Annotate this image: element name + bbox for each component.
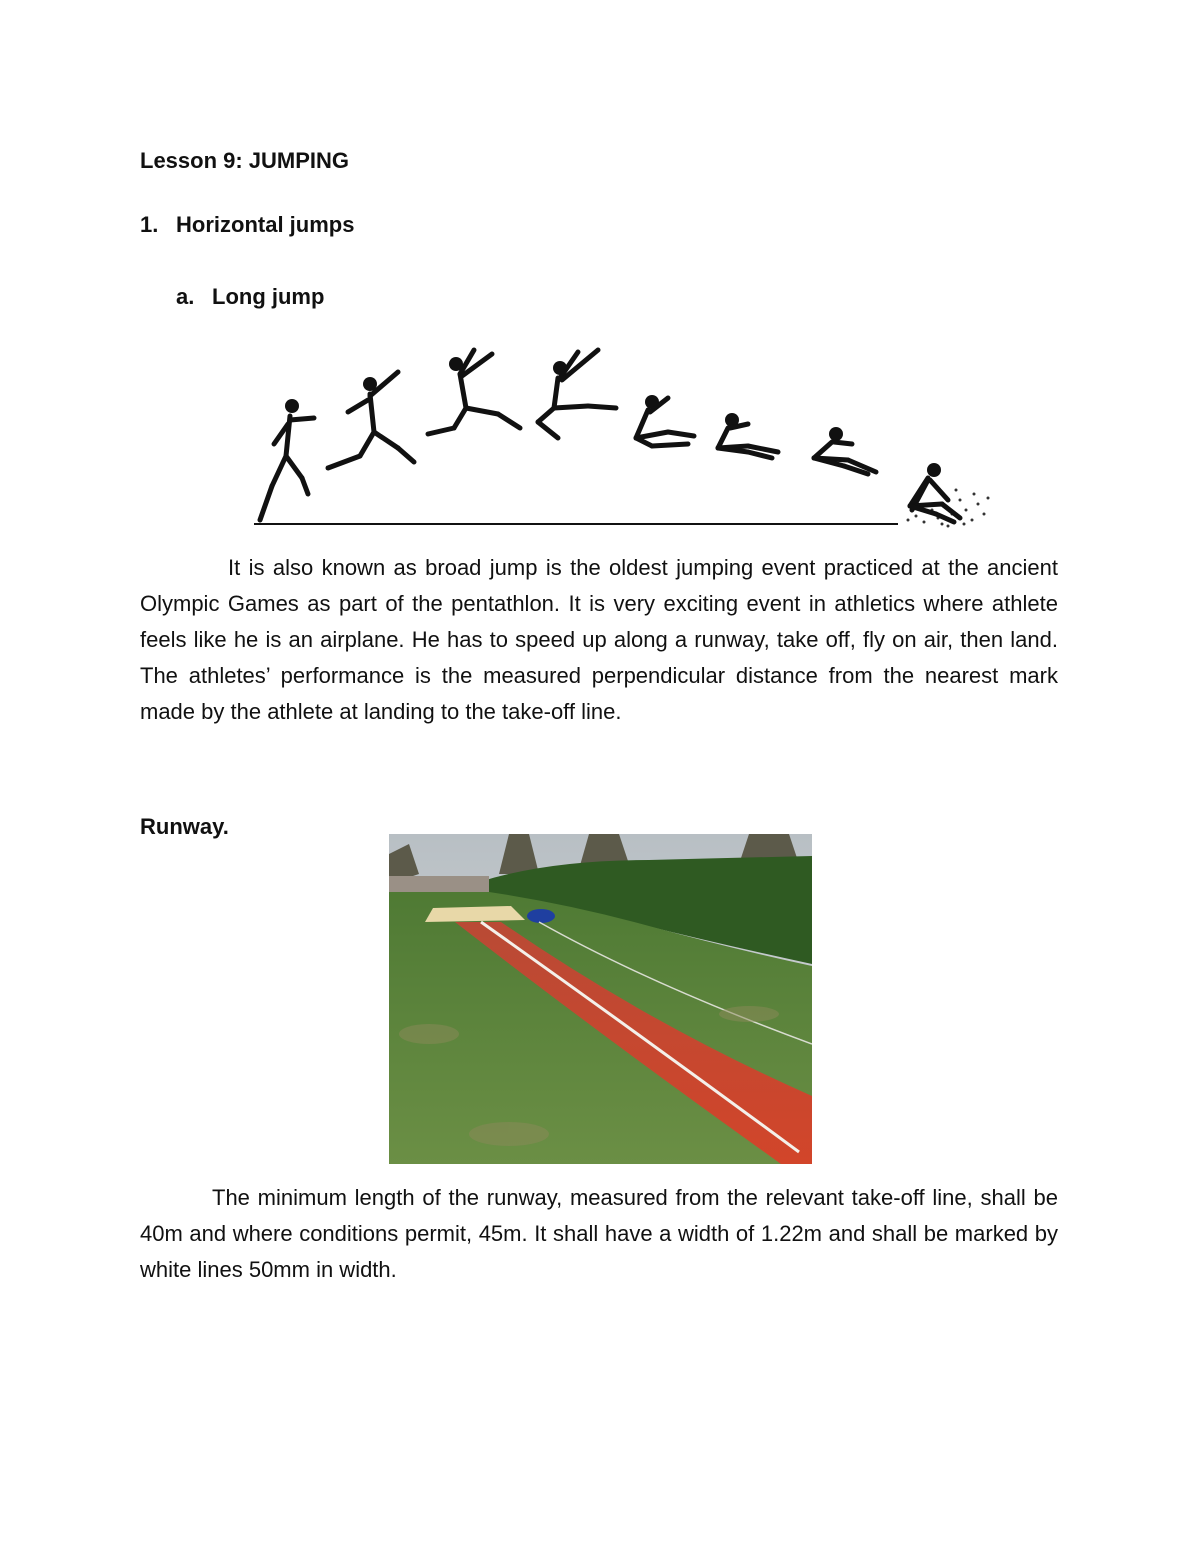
section-title: Horizontal jumps [176,212,355,237]
subsection-title: Long jump [212,284,325,309]
jumper-figure-8 [910,463,960,522]
jumper-figure-1 [260,399,314,520]
jumper-figure-3 [428,350,520,434]
subsection-heading [176,284,324,310]
long-jump-sequence-illustration [248,340,996,532]
long-jump-runway-photo [389,834,812,1164]
runway-heading: Runway. [140,814,229,839]
jumper-figure-7 [814,427,876,474]
long-jump-description: It is also known as broad jump is the oldest jumping event practiced at the ancient Olympic Games as part of the pentathlon. It is very exciting event in athletics where athlete feels like he is an airplane. He has to speed up along a runway, take off, fly on air, then land. The athletes’ performance is the measured perpendicular distance from the nearest mark made by the athlete at landing to the take-off line. [140,555,1058,724]
jumper-figure-2 [328,372,414,468]
fence [389,876,489,892]
jumper-figure-5 [636,395,694,446]
section-heading [140,212,354,238]
lesson-title: Lesson 9: JUMPING [140,148,350,173]
sand-pit [425,906,525,922]
subsection-letter: a. [176,284,195,309]
jumper-figure-6 [718,413,778,458]
blue-cover [527,909,555,923]
section-number: 1. [140,212,159,237]
runway-specification: The minimum length of the runway, measured from the relevant take-off line, shall be 40m and where conditions permit, 45m. It shall have a width of 1.22m and shall be marked by white lines 50mm in width. [140,1185,1058,1282]
jumper-figure-4 [538,350,616,438]
